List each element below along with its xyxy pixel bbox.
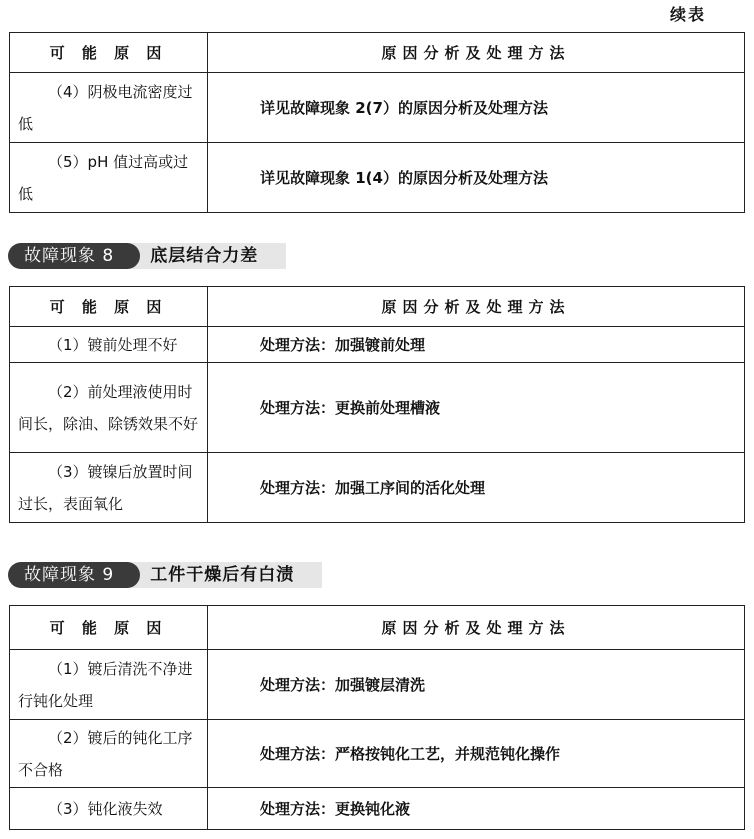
table-row bbox=[10, 453, 745, 523]
cause-cell: （2）镀后的钝化工序不合格 bbox=[10, 720, 208, 788]
method-cell bbox=[208, 650, 745, 720]
method-text: 加强镀层清洗 bbox=[335, 676, 426, 694]
section-heading-8 bbox=[8, 242, 286, 270]
method-prefix: 处理方法： bbox=[260, 479, 336, 497]
fault-badge: 故障现象 8 bbox=[8, 243, 128, 269]
table-fault-9 bbox=[9, 605, 745, 830]
header-method: 原因分析及处理方法 bbox=[208, 33, 745, 73]
method-cell bbox=[208, 327, 745, 363]
fault-title: 底层结合力差 bbox=[128, 243, 286, 269]
header-cause: 可 能 原 因 bbox=[10, 33, 208, 73]
section-heading-9 bbox=[8, 561, 322, 589]
method-cell: 详见故障现象 2(7）的原因分析及处理方法 bbox=[208, 73, 745, 143]
method-cell bbox=[208, 788, 745, 830]
method-text: 更换钝化液 bbox=[335, 800, 411, 818]
table-row bbox=[10, 650, 745, 720]
cause-cell: （1）镀前处理不好 bbox=[10, 327, 208, 363]
table-header-row bbox=[10, 33, 745, 73]
header-method: 原因分析及处理方法 bbox=[208, 606, 745, 650]
cause-cell: （5）pH 值过高或过低 bbox=[10, 143, 208, 213]
cause-cell: （2）前处理液使用时间长，除油、除锈效果不好 bbox=[10, 363, 208, 453]
method-text: 严格按钝化工艺，并规范钝化操作 bbox=[335, 745, 561, 763]
table-header-row bbox=[10, 606, 745, 650]
cause-cell: （3）钝化液失效 bbox=[10, 788, 208, 830]
cause-cell: （4）阴极电流密度过低 bbox=[10, 73, 208, 143]
method-prefix: 处理方法： bbox=[260, 336, 336, 354]
method-text: 更换前处理槽液 bbox=[335, 399, 441, 417]
method-prefix: 处理方法： bbox=[260, 399, 336, 417]
header-cause: 可 能 原 因 bbox=[10, 606, 208, 650]
table-fault-8 bbox=[9, 286, 745, 523]
table-row bbox=[10, 327, 745, 363]
cause-cell: （1）镀后清洗不净进行钝化处理 bbox=[10, 650, 208, 720]
fault-badge: 故障现象 9 bbox=[8, 562, 128, 588]
table-row bbox=[10, 788, 745, 830]
cause-cell: （3）镀镍后放置时间过长，表面氧化 bbox=[10, 453, 208, 523]
method-text: 加强工序间的活化处理 bbox=[335, 479, 486, 497]
table-row bbox=[10, 720, 745, 788]
table-row bbox=[10, 143, 745, 213]
method-text: 加强镀前处理 bbox=[335, 336, 426, 354]
method-cell: 详见故障现象 1(4）的原因分析及处理方法 bbox=[208, 143, 745, 213]
table-row bbox=[10, 73, 745, 143]
header-cause: 可 能 原 因 bbox=[10, 287, 208, 327]
method-prefix: 处理方法： bbox=[260, 745, 336, 763]
continued-label: 续表 bbox=[669, 5, 706, 24]
method-prefix: 处理方法： bbox=[260, 800, 336, 818]
fault-title: 工件干燥后有白渍 bbox=[128, 562, 322, 588]
table-header-row bbox=[10, 287, 745, 327]
header-method: 原因分析及处理方法 bbox=[208, 287, 745, 327]
table-row bbox=[10, 363, 745, 453]
method-cell bbox=[208, 720, 745, 788]
table-continued bbox=[9, 32, 745, 213]
method-cell bbox=[208, 363, 745, 453]
method-cell bbox=[208, 453, 745, 523]
method-prefix: 处理方法： bbox=[260, 676, 336, 694]
